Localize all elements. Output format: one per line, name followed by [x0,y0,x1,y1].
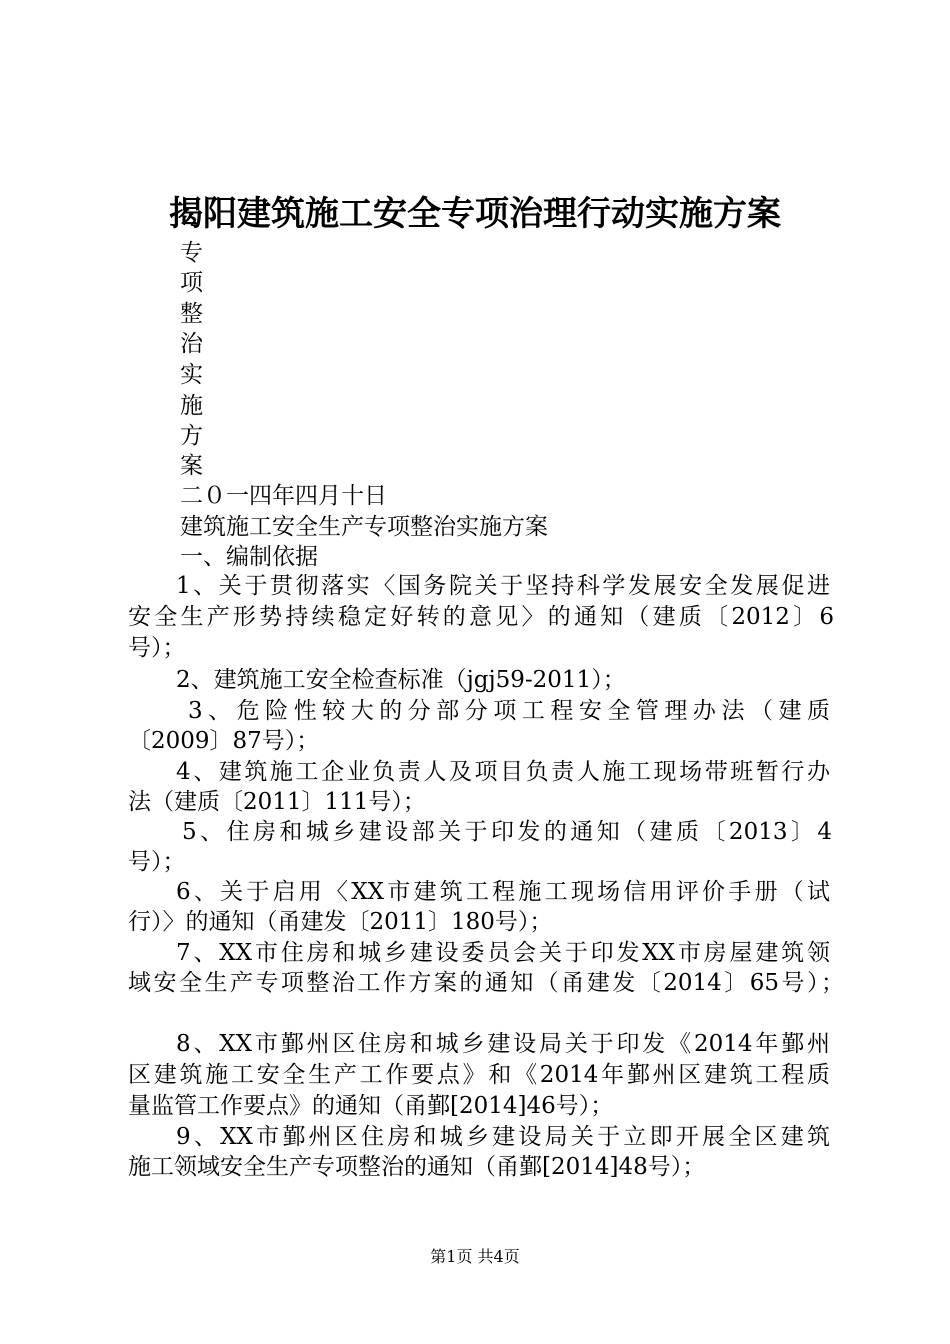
item-line: 7、XX市住房和城乡建设委员会关于印发XX市房屋建筑领 [176,940,830,966]
item-line: 4、建筑施工企业负责人及项目负责人施工现场带班暂行办 [176,759,830,785]
vertical-char: 案 [180,453,203,479]
document-subtitle: 建筑施工安全生产专项整治实施方案 [180,514,548,540]
item-line: 5、住房和城乡建设部关于印发的通知（建质〔2013〕4 [182,819,832,845]
item-line: 〔2009〕87号）； [128,728,320,754]
item-line: 法（建质〔2011〕111号）； [128,789,426,815]
vertical-char: 实 [180,362,203,388]
item-line: 8、XX市鄞州区住房和城乡建设局关于印发《2014年鄞州 [176,1031,830,1057]
item-line: 2、建筑施工安全检查标准（jgj59-2011）； [176,667,626,693]
item-line: 9、XX市鄞州区住房和城乡建设局关于立即开展全区建筑 [176,1124,830,1150]
section-heading: 一、编制依据 [180,544,318,570]
item-line: 6、关于启用〈XX市建筑工程施工现场信用评价手册（试 [176,879,830,905]
vertical-char: 项 [180,270,203,296]
page-footer: 第1页 共4页 [430,1247,520,1266]
vertical-char: 专 [180,240,203,266]
item-line: 量监管工作要点》的通知（甬鄞[2014]46号）； [128,1093,614,1119]
vertical-char: 方 [180,423,203,449]
item-line: 域安全生产专项整治工作方案的通知（甬建发〔2014〕65号）； [128,970,844,996]
item-line: 号）； [128,849,186,875]
vertical-char: 整 [180,301,203,327]
item-line: 1、关于贯彻落实〈国务院关于坚持科学发展安全发展促进 [176,573,830,599]
item-line: 区建筑施工安全生产工作要点》和《2014年鄞州区建筑工程质 [128,1062,830,1088]
vertical-char: 治 [180,331,203,357]
item-line: 号）； [128,635,186,661]
document-date: 二０一四年四月十日 [180,483,387,509]
vertical-char: 施 [180,393,203,419]
item-line: 施工领域安全生产专项整治的通知（甬鄞[2014]48号）； [128,1154,706,1180]
item-line: 行）〉的通知（甬建发〔2011〕180号）； [128,909,553,935]
document-title: 揭阳建筑施工安全专项治理行动实施方案 [169,194,781,234]
item-line: 3、危险性较大的分部分项工程安全管理办法（建质 [188,698,830,724]
item-line: 安全生产形势持续稳定好转的意见〉的通知（建质〔2012〕6 [128,604,834,630]
